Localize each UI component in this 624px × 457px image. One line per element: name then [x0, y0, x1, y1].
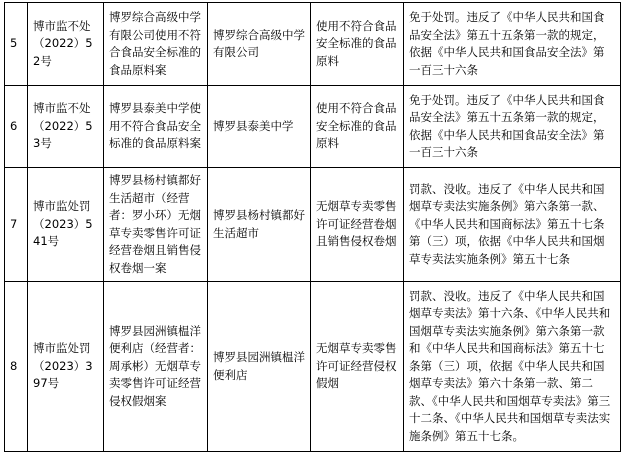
document-number: 博市监处罚（2023）541号	[28, 168, 104, 282]
penalty-result: 免于处罚。违反了《中华人民共和国食品安全法》第五十五条第一款的规定，依据《中华人民共和国食品安全法》第一百三十六条	[404, 86, 621, 168]
case-name: 博罗综合高级中学有限公司使用不符合食品安全标准的食品原料案	[104, 3, 208, 86]
penalty-result: 罚款、没收。违反了《中华人民共和国烟草专卖法实施条例》第六条第一款、《中华人民共和国商标法》第五十七条第（三）项，依据《中华人民共和国烟草专卖法实施条例》第五十七条	[404, 168, 621, 282]
case-name: 博罗县园洲镇榅洋便利店（经营者：周承彬）无烟草专卖零售许可证经营侵权假烟案	[104, 282, 208, 452]
row-number: 7	[5, 168, 28, 282]
violation-type: 无烟草专卖零售许可证经营侵权假烟	[311, 282, 404, 452]
table-row	[5, 282, 621, 452]
row-number: 6	[5, 86, 28, 168]
table-row	[5, 3, 621, 86]
penalty-table	[4, 2, 621, 452]
violation-type: 使用不符合食品安全标准的食品原料	[311, 3, 404, 86]
document-number: 博市监不处（2022）52号	[28, 3, 104, 86]
document-number: 博市监不处（2022）53号	[28, 86, 104, 168]
penalty-result: 罚款、没收。违反了《中华人民共和国烟草专卖法》第十六条、《中华人民共和国烟草专卖法实施条例》第六条第一款和《中华人民共和国商标法》第五十七条第（三）项，依据《中华人民共和国烟草专卖法》第六十条第一款、第二款、《中华人民共和国烟草专卖法》第三十二条、《中华人民共和国烟草专卖法实施条例》第五十七条。	[404, 282, 621, 452]
row-number: 8	[5, 282, 28, 452]
table-row	[5, 168, 621, 282]
party-name: 博罗县泰美中学	[208, 86, 311, 168]
party-name: 博罗县杨村镇都好生活超市	[208, 168, 311, 282]
case-name: 博罗县泰美中学使用不符合食品安全标准的食品原料案	[104, 86, 208, 168]
penalty-result: 免于处罚。违反了《中华人民共和国食品安全法》第五十五条第一款的规定，依据《中华人民共和国食品安全法》第一百三十六条	[404, 3, 621, 86]
party-name: 博罗县园洲镇榅洋便利店	[208, 282, 311, 452]
table-row	[5, 86, 621, 168]
document-number: 博市监处罚（2023）397号	[28, 282, 104, 452]
case-name: 博罗县杨村镇都好生活超市（经营者：罗小环）无烟草专卖零售许可证经营卷烟且销售侵权卷烟一案	[104, 168, 208, 282]
party-name: 博罗综合高级中学有限公司	[208, 3, 311, 86]
row-number: 5	[5, 3, 28, 86]
violation-type: 无烟草专卖零售许可证经营卷烟且销售侵权卷烟	[311, 168, 404, 282]
violation-type: 使用不符合食品安全标准的食品原料	[311, 86, 404, 168]
